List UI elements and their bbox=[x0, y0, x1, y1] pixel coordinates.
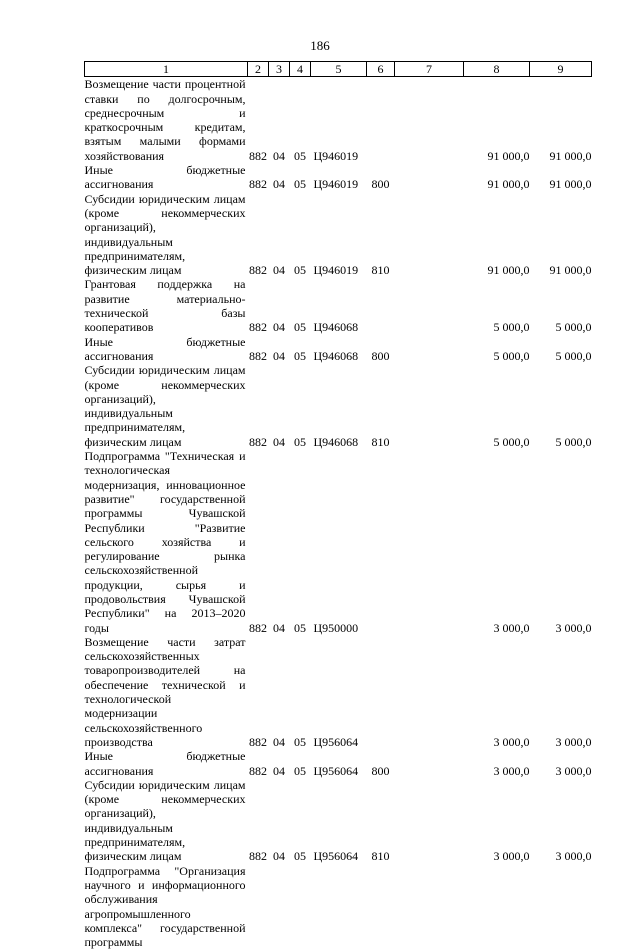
cell-amount-9: 91 000,0 bbox=[549, 263, 592, 278]
cell-chapter: 882 bbox=[249, 348, 267, 363]
cell-amount-9: 3 000,0 bbox=[555, 849, 592, 864]
cell-subsection: 05 bbox=[294, 763, 306, 778]
table-row bbox=[85, 163, 592, 192]
table-header-row bbox=[85, 62, 592, 77]
page-number: 186 bbox=[310, 38, 330, 53]
cell-chapter bbox=[248, 864, 269, 949]
cell-section: 04 bbox=[273, 849, 285, 864]
cell-section: 04 bbox=[273, 620, 285, 635]
table-row bbox=[85, 778, 592, 864]
cell-section: 04 bbox=[273, 763, 285, 778]
cell-chapter: 882 bbox=[249, 734, 267, 749]
col-header: 3 bbox=[269, 62, 290, 77]
cell-name: Подпрограмма "Организация научного и информационного обслуживания агропромышленного комплекса" государственной программы bbox=[84, 863, 246, 949]
cell-section: 04 bbox=[273, 177, 285, 192]
cell-section: 04 bbox=[273, 434, 285, 449]
cell-col7 bbox=[395, 335, 464, 364]
cell-amount-9: 3 000,0 bbox=[555, 734, 592, 749]
cell-name: Иные бюджетные ассигнования bbox=[84, 163, 246, 192]
cell-expense-group bbox=[367, 864, 395, 949]
cell-name: Субсидии юридическим лицам (кроме некоммерческих организаций), индивидуальным предпринимателям, физическим лицам bbox=[84, 191, 246, 278]
cell-amount-8: 3 000,0 bbox=[493, 763, 530, 778]
cell-target-article: Ц946019 bbox=[313, 263, 359, 278]
cell-subsection: 05 bbox=[294, 734, 306, 749]
cell-chapter: 882 bbox=[249, 263, 267, 278]
cell-target-article: Ц946019 bbox=[313, 177, 359, 192]
col-header: 2 bbox=[248, 62, 269, 77]
cell-section bbox=[269, 864, 290, 949]
cell-expense-group: 800 bbox=[371, 763, 390, 778]
cell-amount-8: 5 000,0 bbox=[493, 434, 530, 449]
cell-chapter: 882 bbox=[249, 849, 267, 864]
cell-col7 bbox=[395, 635, 464, 749]
cell-expense-group: 800 bbox=[371, 177, 390, 192]
cell-expense-group: 810 bbox=[371, 434, 390, 449]
cell-chapter: 882 bbox=[249, 620, 267, 635]
table-row bbox=[85, 449, 592, 635]
cell-section: 04 bbox=[273, 348, 285, 363]
cell-name: Иные бюджетные ассигнования bbox=[84, 749, 246, 778]
cell-amount-8: 5 000,0 bbox=[493, 348, 530, 363]
budget-table bbox=[84, 61, 592, 949]
cell-col7 bbox=[395, 778, 464, 864]
cell-col7 bbox=[395, 277, 464, 334]
cell-section: 04 bbox=[273, 263, 285, 278]
col-header: 1 bbox=[85, 62, 248, 77]
cell-amount-9: 5 000,0 bbox=[555, 320, 592, 335]
cell-target-article: Ц946019 bbox=[313, 148, 359, 163]
cell-chapter: 882 bbox=[249, 177, 267, 192]
table-row bbox=[85, 635, 592, 749]
col-header: 6 bbox=[367, 62, 395, 77]
cell-subsection bbox=[290, 864, 311, 949]
col-header: 4 bbox=[290, 62, 311, 77]
cell-name: Субсидии юридическим лицам (кроме некоммерческих организаций), индивидуальным предпринимателям, физическим лицам bbox=[84, 363, 246, 449]
cell-name: Иные бюджетные ассигнования bbox=[84, 334, 246, 363]
cell-amount-9: 91 000,0 bbox=[549, 177, 592, 192]
cell-expense-group: 800 bbox=[371, 348, 390, 363]
cell-amount-8: 3 000,0 bbox=[493, 620, 530, 635]
cell-subsection: 05 bbox=[294, 320, 306, 335]
cell-target-article: Ц956064 bbox=[313, 849, 359, 864]
cell-amount-8: 3 000,0 bbox=[493, 734, 530, 749]
cell-target-article bbox=[311, 864, 367, 949]
cell-target-article: Ц946068 bbox=[313, 348, 359, 363]
cell-name: Возмещение части затрат сельскохозяйственных товаропроизводителей на обеспечение технической и технологической модернизации сельскохозяйственного производства bbox=[84, 634, 246, 749]
cell-amount-8: 91 000,0 bbox=[487, 177, 530, 192]
cell-amount-9: 91 000,0 bbox=[549, 148, 592, 163]
cell-expense-group bbox=[367, 449, 395, 635]
cell-name: Подпрограмма "Техническая и технологическая модернизация, инновационное развитие" государственной программы Чувашской Республики "Развитие сельского хозяйства и регулирование рынка сельскохозяйственной продукции, сырья и продовольствия Чувашской Республики" на 2013–2020 годы bbox=[84, 449, 246, 635]
cell-target-article: Ц950000 bbox=[313, 620, 359, 635]
cell-section: 04 bbox=[273, 734, 285, 749]
cell-amount-9: 5 000,0 bbox=[555, 434, 592, 449]
cell-target-article: Ц946068 bbox=[313, 320, 359, 335]
cell-expense-group bbox=[367, 635, 395, 749]
cell-chapter: 882 bbox=[249, 434, 267, 449]
cell-amount-8: 3 000,0 bbox=[493, 849, 530, 864]
cell-expense-group: 810 bbox=[371, 263, 390, 278]
col-header: 8 bbox=[464, 62, 530, 77]
cell-chapter: 882 bbox=[249, 763, 267, 778]
table-row bbox=[85, 192, 592, 278]
cell-chapter: 882 bbox=[249, 148, 267, 163]
cell-amount-8 bbox=[464, 864, 530, 949]
table-row bbox=[85, 77, 592, 163]
cell-target-article: Ц956064 bbox=[313, 763, 359, 778]
cell-col7 bbox=[395, 749, 464, 778]
cell-col7 bbox=[395, 449, 464, 635]
table-row bbox=[85, 749, 592, 778]
table-row bbox=[85, 864, 592, 949]
cell-subsection: 05 bbox=[294, 434, 306, 449]
cell-subsection: 05 bbox=[294, 263, 306, 278]
cell-col7 bbox=[395, 163, 464, 192]
col-header: 5 bbox=[311, 62, 367, 77]
cell-subsection: 05 bbox=[294, 849, 306, 864]
col-header: 7 bbox=[395, 62, 464, 77]
cell-expense-group bbox=[367, 77, 395, 163]
cell-subsection: 05 bbox=[294, 620, 306, 635]
cell-subsection: 05 bbox=[294, 148, 306, 163]
table-row bbox=[85, 335, 592, 364]
cell-amount-9: 5 000,0 bbox=[555, 348, 592, 363]
cell-section: 04 bbox=[273, 148, 285, 163]
cell-amount-8: 91 000,0 bbox=[487, 263, 530, 278]
cell-amount-9: 3 000,0 bbox=[555, 620, 592, 635]
cell-expense-group: 810 bbox=[371, 849, 390, 864]
table-row bbox=[85, 277, 592, 334]
cell-name: Возмещение части процентной ставки по долгосрочным, среднесрочным и краткосрочным кредитам, взятым малыми формами хозяйствования bbox=[84, 77, 246, 163]
cell-section: 04 bbox=[273, 320, 285, 335]
col-header: 9 bbox=[530, 62, 592, 77]
cell-subsection: 05 bbox=[294, 348, 306, 363]
cell-amount-8: 5 000,0 bbox=[493, 320, 530, 335]
cell-col7 bbox=[395, 864, 464, 949]
cell-amount-8: 91 000,0 bbox=[487, 148, 530, 163]
cell-expense-group bbox=[367, 277, 395, 334]
cell-name: Грантовая поддержка на развитие материально-технической базы кооперативов bbox=[84, 277, 246, 335]
cell-col7 bbox=[395, 363, 464, 449]
cell-amount-9 bbox=[530, 864, 592, 949]
cell-name: Субсидии юридическим лицам (кроме некоммерческих организаций), индивидуальным предпринимателям, физическим лицам bbox=[84, 777, 246, 864]
cell-target-article: Ц946068 bbox=[313, 434, 359, 449]
cell-subsection: 05 bbox=[294, 177, 306, 192]
cell-amount-9: 3 000,0 bbox=[555, 763, 592, 778]
cell-chapter: 882 bbox=[249, 320, 267, 335]
cell-col7 bbox=[395, 192, 464, 278]
cell-col7 bbox=[395, 77, 464, 163]
cell-target-article: Ц956064 bbox=[313, 734, 359, 749]
table-row bbox=[85, 363, 592, 449]
